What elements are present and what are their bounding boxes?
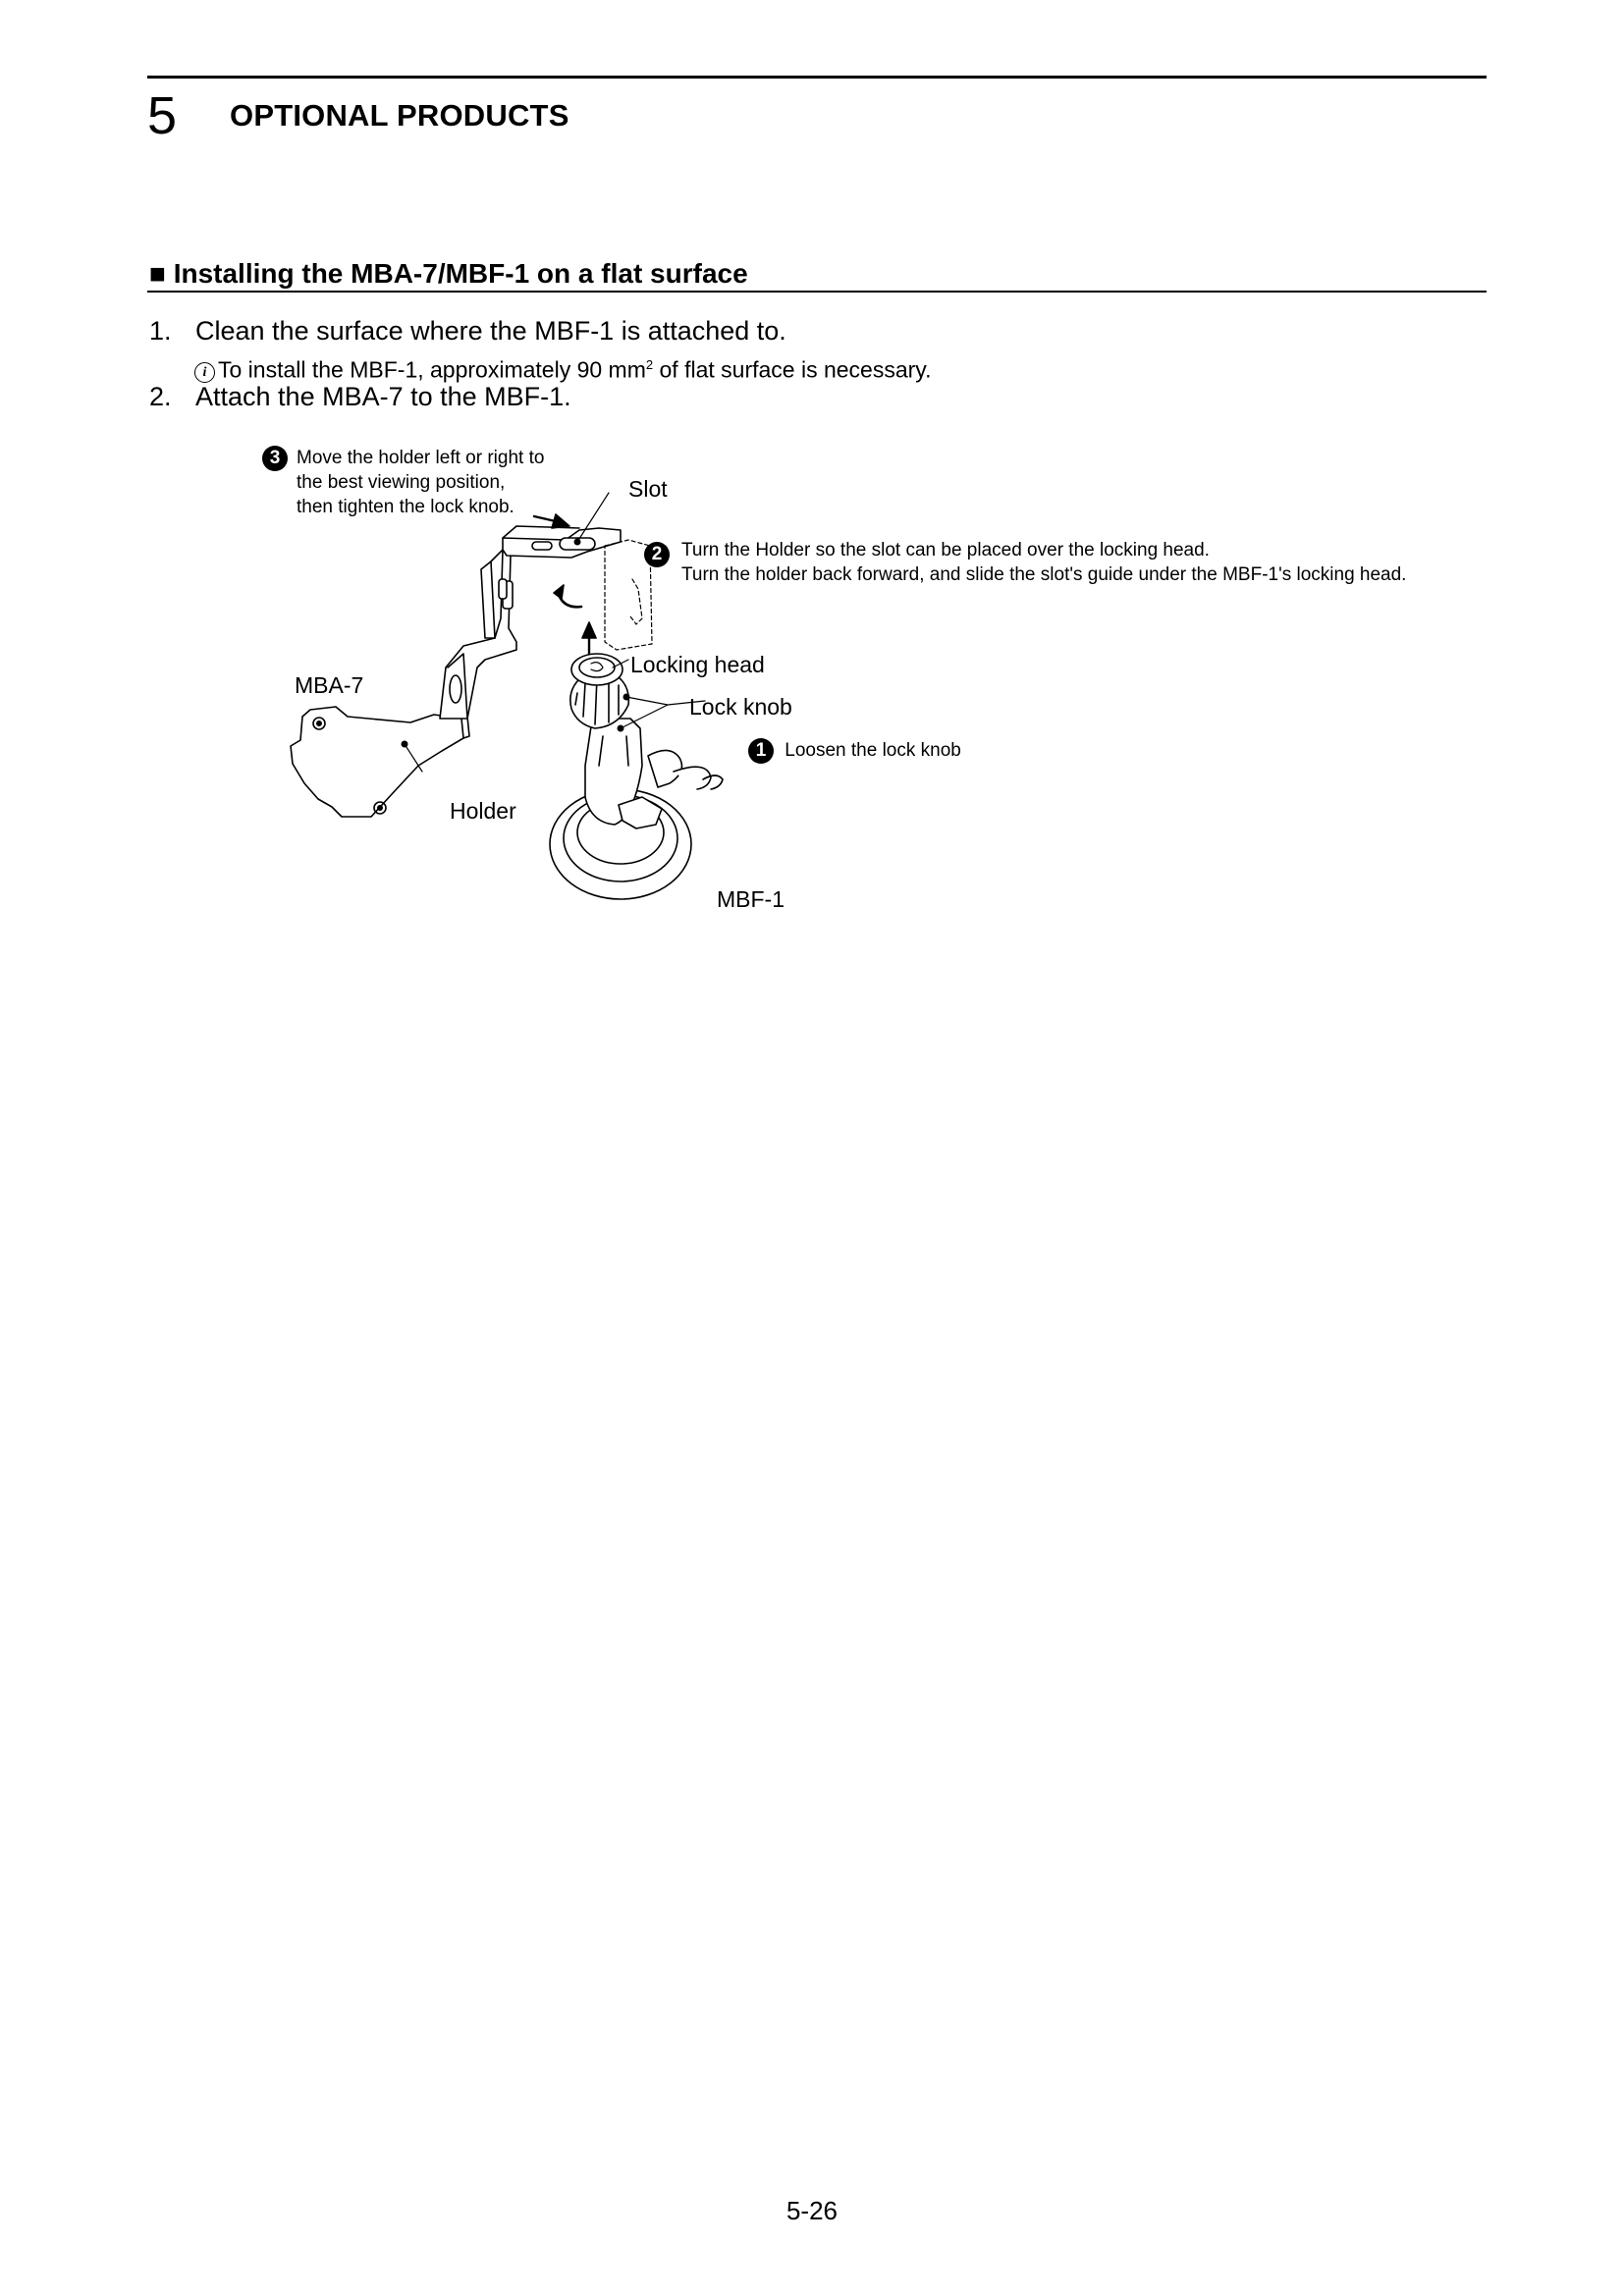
badge-2: 2 <box>644 542 670 567</box>
callout-step-3-line-1: Move the holder left or right to <box>297 448 545 468</box>
callout-step-3-line-3: then tighten the lock knob. <box>297 497 514 517</box>
callout-step-3-line-2: the best viewing position, <box>297 472 506 493</box>
label-mba7: MBA-7 <box>295 672 364 698</box>
badge-3: 3 <box>262 446 288 471</box>
turn-arrow <box>560 597 581 607</box>
mba7-arm <box>440 548 516 719</box>
mount-screw-2-inner <box>378 806 382 810</box>
callout-step-2-line-1: Turn the Holder so the slot can be placed over the locking head. <box>681 540 1210 561</box>
note-superscript: 2 <box>645 357 654 372</box>
step-1 <box>149 314 1131 347</box>
step-1-text: Clean the surface where the MBF-1 is attached to. <box>195 316 786 346</box>
step-2-number: 2. <box>149 382 172 411</box>
label-lock-knob: Lock knob <box>689 694 792 720</box>
step-2-text: Attach the MBA-7 to the MBF-1. <box>195 382 571 411</box>
page-number: 5-26 <box>785 2196 839 2225</box>
step-1-number: 1. <box>149 316 172 346</box>
label-mbf1: MBF-1 <box>717 886 785 912</box>
section-title-text: Installing the MBA-7/MBF-1 on a flat surface <box>173 258 748 289</box>
label-holder: Holder <box>450 798 516 824</box>
info-icon: i <box>194 362 215 383</box>
section-rule <box>147 291 1487 293</box>
chapter-top-rule <box>147 76 1487 79</box>
step-2 <box>149 380 1131 413</box>
section-bullet: ■ <box>149 258 166 289</box>
label-slot: Slot <box>628 476 668 502</box>
callout-step-2-line-2: Turn the holder back forward, and slide the slot's guide under the MBF-1's locking head. <box>681 564 1407 585</box>
mount-screw-1-inner <box>317 721 321 725</box>
note-text-after: of flat surface is necessary. <box>653 356 932 383</box>
chapter-number: 5 <box>147 86 178 145</box>
callout-step-1-text: Loosen the lock knob <box>785 740 961 762</box>
lock-knob-leader-b <box>621 705 668 728</box>
callout-step-1 <box>748 738 961 764</box>
chapter-title: OPTIONAL PRODUCTS <box>230 98 569 133</box>
label-locking-head: Locking head <box>630 652 765 677</box>
section-title <box>149 256 748 292</box>
callout-step-3 <box>262 446 288 471</box>
installation-figure <box>245 432 1492 933</box>
badge-1: 1 <box>748 738 774 764</box>
callout-step-2 <box>644 542 670 567</box>
note-text-before: To install the MBF-1, approximately 90 mm <box>218 356 646 383</box>
mbf1-lever <box>648 750 681 787</box>
